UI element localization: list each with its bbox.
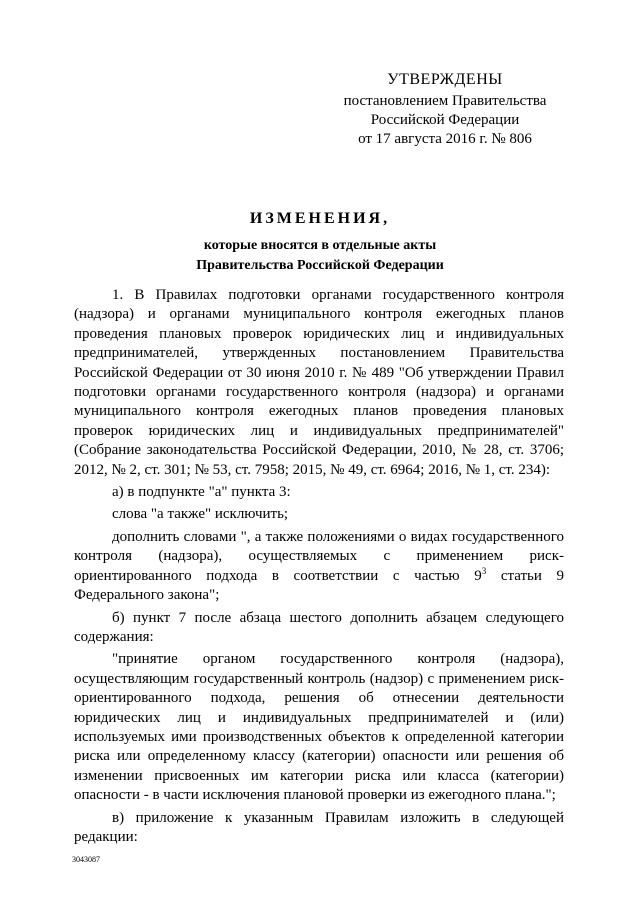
approved-government-line: Российской Федерации [370,112,520,128]
document-body [74,286,564,847]
paragraph-4 [74,528,564,606]
document-code: 3043087 [72,855,100,864]
approved-date-line: от 17 августа 2016 г. № 806 [358,131,532,147]
paragraph-4-superscript: 3 [481,565,487,576]
paragraph-4-text: дополнить словами ", а также положениями о видах государственного контроля (надзора), осуществляемых с применением риск-ориентированного подхода в соответствии с частью 9 [74,528,564,584]
approved-heading: УТВЕРЖДЕНЫ [387,71,503,88]
title-subtitle-1: которые вносятся в отдельные акты [203,238,437,253]
document-title [60,208,580,276]
paragraph-2: а) в подпункте "а" пункта 3: [112,484,291,501]
paragraph-4-text-end: статьи 9 Федерального закона"; [74,567,564,604]
paragraph-6: "принятие органом государственного контроля (надзора), осуществляющим государственный контроль (надзор) с применением риск-ориентированного подхода, решения об отнесении деятельности юридических лиц и индивидуальных предпринимателей и (или) используемых ими производственных объектов к определенной категории риска или определенному классу (категории) опасности или решения об изменении присвоенных им категории риска или класса (категории) опасности - в части исключения плановой проверки из ежегодного плана."; [74,651,564,804]
paragraph-3: слова "а также" исключить; [112,506,289,523]
paragraph-1: 1. В Правилах подготовки органами государственного контроля (надзора) и органами муниципального контроля ежегодных планов проведения плановых проверок юридических лиц и индивидуальных предпринимателей, утвержденных постановлением Правительства Российской Федерации от 30 июня 2010 г. № 489 "Об утверждении Правил подготовки органами государственного контроля (надзора) и органами муниципального контроля ежегодных планов проведения плановых проверок юридических лиц и индивидуальных предпринимателей" (Собрание законодательства Российской Федерации, 2010, № 28, ст. 3706; 2012, № 2, ст. 301; № 53, ст. 7958; 2015, № 49, ст. 6964; 2016, № 1, ст. 234): [74,287,564,478]
paragraph-5: б) пункт 7 после абзаца шестого дополнить абзацем следующего содержания: [74,609,564,645]
approval-stamp [330,70,560,149]
approved-by-line: постановлением Правительства [343,93,547,109]
title-heading: ИЗМЕНЕНИЯ, [249,210,391,227]
paragraph-7: в) приложение к указанным Правилам изложить в следующей редакции: [74,809,564,845]
title-subtitle-2: Правительства Российской Федерации [196,258,444,273]
